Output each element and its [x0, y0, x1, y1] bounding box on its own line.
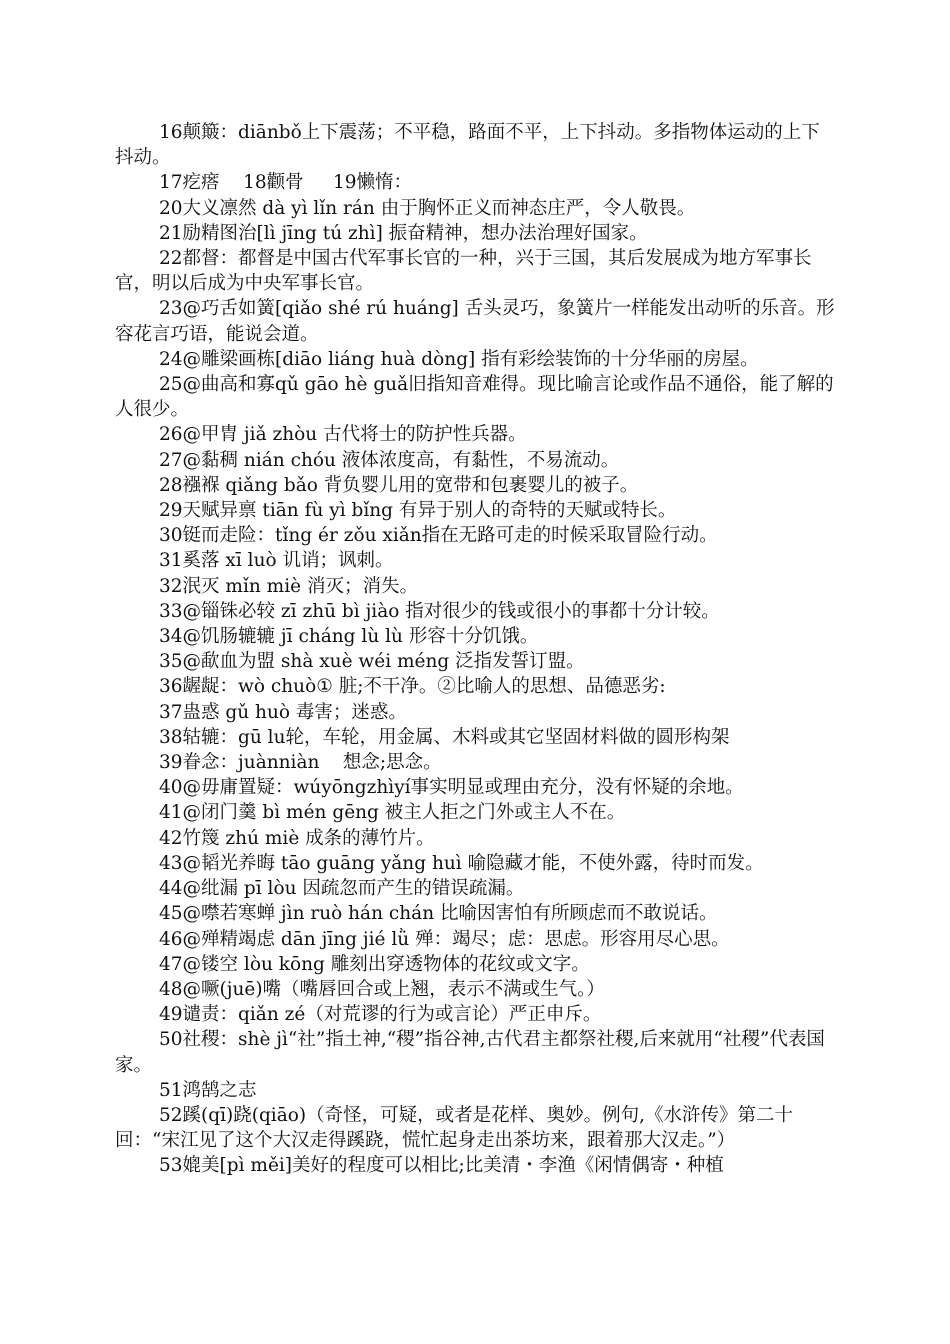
vocab-entry-26: 26@甲胄 jiǎ zhòu 古代将士的防护性兵器。	[159, 424, 527, 446]
vocab-entry-37: 37蛊惑 gǔ huò 毒害；迷惑。	[159, 701, 407, 723]
vocab-entry-23: 23@巧舌如簧[qiǎo shé rú huáng] 舌头灵巧，象簧片一样能发出动听的乐音。形容花言巧语，能说会道。	[115, 298, 835, 345]
vocab-entry-35: 35@歃血为盟 shà xuè wéi méng 泛指发誓订盟。	[159, 651, 585, 673]
vocab-entry-24: 24@雕梁画栋[diāo liáng huà dòng] 指有彩绘装饰的十分华丽的房屋。	[159, 348, 759, 370]
vocab-entry-42: 42竹篾 zhú miè 成条的薄竹片。	[159, 827, 435, 849]
vocab-entry-30: 30铤而走险：tǐng ér zǒu xiǎn指在无路可走的时候采取冒险行动。	[159, 525, 718, 547]
vocab-entry-50: 50社稷：shè jì“社”指土神,“稷”指谷神,古代君主都祭社稷,后来就用“社稷”代表国家。	[115, 1029, 825, 1076]
document-body	[115, 120, 835, 1179]
vocab-entry-38: 38轱辘：gū lu轮，车轮，用金属、木料或其它坚固材料做的圆形构架	[159, 726, 730, 748]
vocab-entry-25: 25@曲高和寡qǔ gāo hè guǎ旧指知音难得。现比喻言论或作品不通俗，能了解的人很少。	[115, 374, 834, 421]
vocab-entry-48: 48@噘(juē)嘴（嘴唇回合或上翘，表示不满或生气。）	[159, 978, 605, 1000]
vocab-entry-49: 49谴责：qiǎn zé（对荒谬的行为或言论）严正申斥。	[159, 1004, 602, 1026]
vocab-entry-17-19: 17疙瘩 18颧骨 19懒惰：	[159, 172, 413, 194]
vocab-entry-53: 53媲美[pì měi]美好的程度可以相比;比美清・李渔《闲情偶寄・种植	[159, 1155, 724, 1177]
vocab-entry-31: 31奚落 xī luò 讥诮；讽刺。	[159, 550, 394, 572]
vocab-entry-21: 21励精图治[lì jīng tú zhì] 振奋精神，想办法治理好国家。	[159, 222, 648, 244]
vocab-entry-52: 52蹊(qī)跷(qiāo)（奇怪，可疑，或者是花样、奥妙。例句,《水浒传》第二十回：“宋江见了这个大汉走得蹊跷，慌忙起身走出茶坊来，跟着那大汉走。”）	[115, 1104, 793, 1152]
vocab-entry-47: 47@镂空 lòu kōng 雕刻出穿透物体的花纹或文字。	[159, 953, 590, 975]
vocab-entry-28: 28襁褓 qiǎng bǎo 背负婴儿用的宽带和包裹婴儿的被子。	[159, 474, 639, 496]
vocab-entry-33: 33@锱铢必较 zī zhū bì jiào 指对很少的钱或很小的事都十分计较。	[159, 600, 720, 622]
vocab-entry-44: 44@纰漏 pī lòu 因疏忽而产生的错误疏漏。	[159, 878, 525, 900]
vocab-entry-32: 32泯灭 mǐn miè 消灭；消失。	[159, 575, 418, 597]
vocab-entry-45: 45@噤若寒蝉 jìn ruò hán chán 比喻因害怕有所顾虑而不敢说话。	[159, 903, 718, 925]
vocab-entry-22: 22都督：都督是中国古代军事长官的一种，兴于三国，其后发展成为地方军事长官，明以后成为中央军事长官。	[115, 248, 812, 295]
vocab-entry-46: 46@殚精竭虑 dān jīng jié lǜ 殚：竭尽；虑：思虑。形容用尽心思。	[159, 928, 730, 950]
vocab-entry-36: 36龌龊：wò chuò① 脏;不干净。②比喻人的思想、品德恶劣:	[159, 676, 666, 698]
vocab-entry-34: 34@饥肠辘辘 jī cháng lù lù 形容十分饥饿。	[159, 626, 539, 648]
vocab-entry-51: 51鸿鹄之志	[159, 1079, 257, 1101]
vocab-entry-27: 27@黏稠 nián chóu 液体浓度高，有黏性，不易流动。	[159, 449, 620, 471]
vocab-entry-40: 40@毋庸置疑：wúyōngzhìyí事实明显或理由充分，没有怀疑的余地。	[159, 777, 744, 799]
vocab-entry-39: 39眷念：juànniàn 想念;思念。	[159, 752, 442, 774]
vocab-entry-43: 43@韬光养晦 tāo guāng yǎng huì 喻隐藏才能，不使外露，待时而发。	[159, 852, 764, 874]
vocab-entry-20: 20大义凛然 dà yì lǐn rán 由于胸怀正义而神态庄严，令人敬畏。	[159, 197, 696, 219]
vocab-entry-29: 29天赋异禀 tiān fù yì bǐng 有异于别人的奇特的天赋或特长。	[159, 500, 677, 522]
vocab-entry-16: 16颠簸：diānbǒ上下震荡；不平稳，路面不平，上下抖动。多指物体运动的上下抖动。	[115, 122, 820, 169]
vocab-entry-41: 41@闭门羹 bì mén gēng 被主人拒之门外或主人不在。	[159, 802, 626, 824]
